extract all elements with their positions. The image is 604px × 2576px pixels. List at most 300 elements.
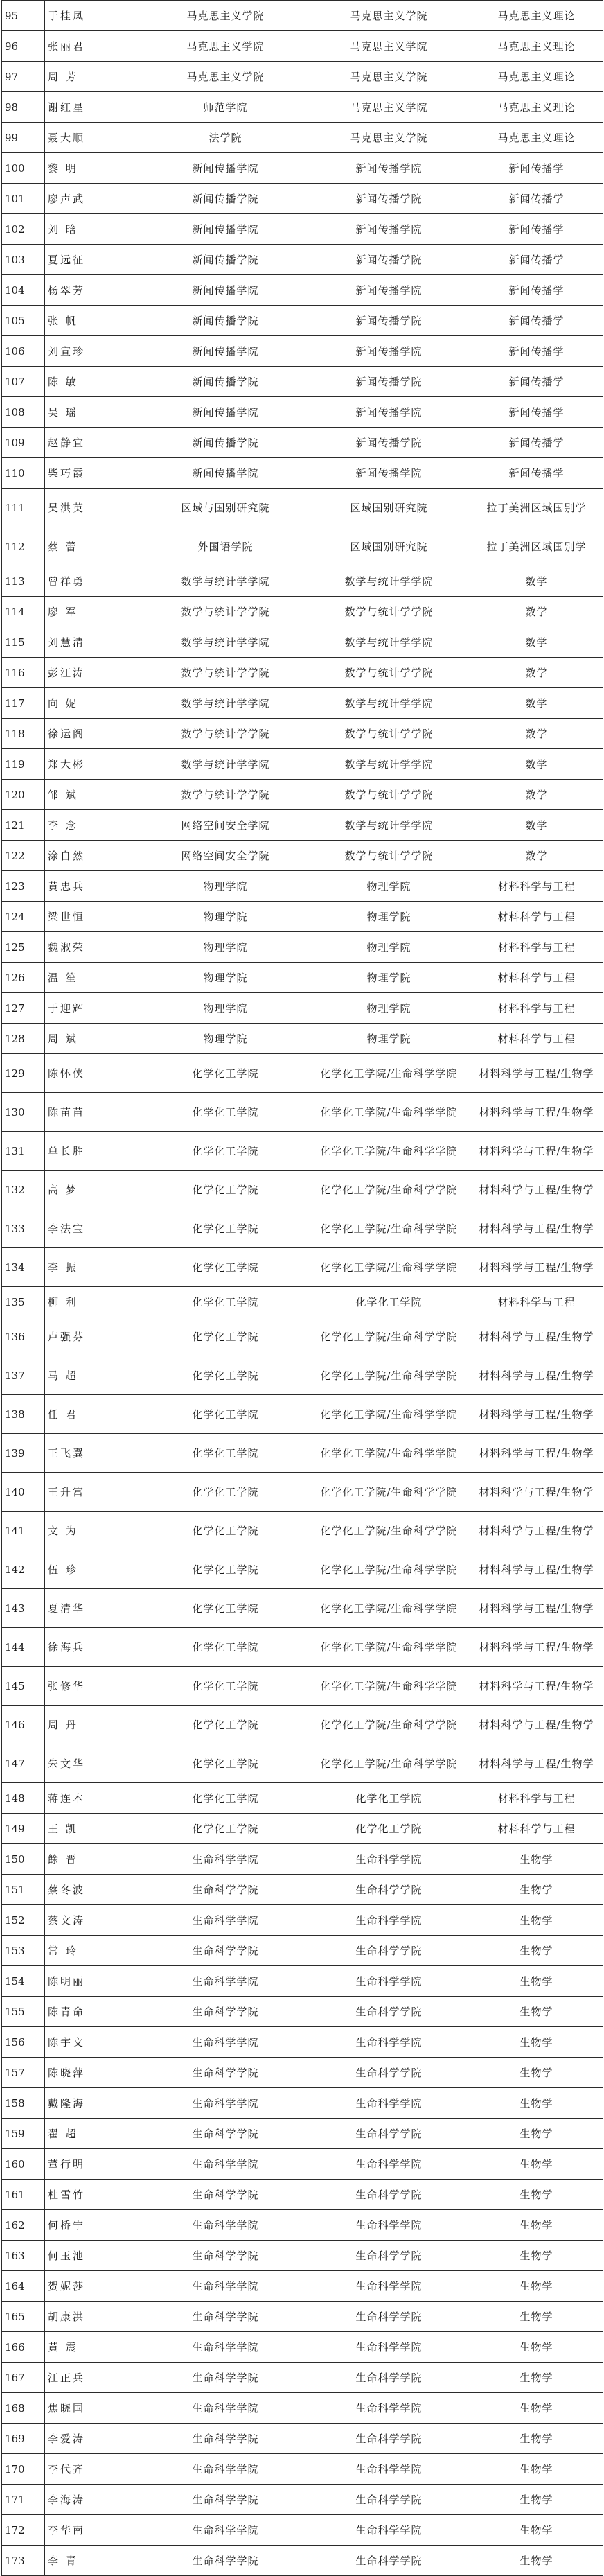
person-name: 伍 珍: [45, 1550, 143, 1589]
person-name: 陈宇文: [45, 2027, 143, 2058]
discipline: 生物学: [470, 1844, 603, 1875]
row-number: 156: [2, 2027, 45, 2058]
row-number: 119: [2, 749, 45, 780]
discipline: 材料科学与工程/生物学: [470, 1628, 603, 1667]
row-number: 153: [2, 1936, 45, 1966]
person-name: 夏清华: [45, 1589, 143, 1628]
person-name: 柳 利: [45, 1287, 143, 1317]
home-unit: 生命科学学院: [143, 2271, 308, 2302]
table-row: [2, 2332, 603, 2363]
row-number: 138: [2, 1395, 45, 1434]
table-row: [2, 1132, 603, 1171]
discipline: 生物学: [470, 1905, 603, 1936]
home-unit: 化学化工学院: [143, 1628, 308, 1667]
table-row: [2, 1171, 603, 1209]
home-unit: 生命科学学院: [143, 2088, 308, 2119]
home-unit: 网络空间安全学院: [143, 810, 308, 841]
table-row: [2, 1966, 603, 1997]
discipline: 材料科学与工程: [470, 932, 603, 963]
department: 生命科学学院: [308, 2210, 470, 2241]
discipline: 数学: [470, 597, 603, 627]
home-unit: 生命科学学院: [143, 1905, 308, 1936]
row-number: 100: [2, 153, 45, 184]
home-unit: 化学化工学院: [143, 1132, 308, 1171]
discipline: 马克思主义理论: [470, 31, 603, 62]
row-number: 169: [2, 2424, 45, 2454]
row-number: 98: [2, 92, 45, 123]
person-name: 梁世恒: [45, 902, 143, 932]
row-number: 111: [2, 489, 45, 527]
row-number: 141: [2, 1512, 45, 1550]
table-row: [2, 566, 603, 597]
person-name: 杜雪竹: [45, 2180, 143, 2210]
row-number: 143: [2, 1589, 45, 1628]
home-unit: 新闻传播学院: [143, 306, 308, 336]
table-row: [2, 597, 603, 627]
roster-body: [2, 1, 603, 2576]
person-name: 张丽君: [45, 31, 143, 62]
home-unit: 化学化工学院: [143, 1054, 308, 1093]
home-unit: 生命科学学院: [143, 2149, 308, 2180]
department: 化学化工学院/生命科学学院: [308, 1093, 470, 1132]
home-unit: 数学与统计学学院: [143, 780, 308, 810]
discipline: 材料科学与工程/生物学: [470, 1171, 603, 1209]
table-row: [2, 658, 603, 688]
discipline: 新闻传播学: [470, 428, 603, 458]
department: 化学化工学院/生命科学学院: [308, 1395, 470, 1434]
person-name: 陈苗苗: [45, 1093, 143, 1132]
person-name: 黎 明: [45, 153, 143, 184]
person-name: 温 笙: [45, 963, 143, 993]
row-number: 115: [2, 627, 45, 658]
table-row: [2, 306, 603, 336]
department: 化学化工学院/生命科学学院: [308, 1589, 470, 1628]
discipline: 生物学: [470, 1875, 603, 1905]
row-number: 102: [2, 214, 45, 245]
table-row: [2, 2210, 603, 2241]
department: 化学化工学院/生命科学学院: [308, 1473, 470, 1512]
home-unit: 生命科学学院: [143, 2332, 308, 2363]
table-row: [2, 123, 603, 153]
person-name: 吴洪英: [45, 489, 143, 527]
person-name: 聂大顺: [45, 123, 143, 153]
row-number: 137: [2, 1356, 45, 1395]
person-name: 廖声武: [45, 184, 143, 214]
home-unit: 生命科学学院: [143, 1936, 308, 1966]
home-unit: 化学化工学院: [143, 1356, 308, 1395]
discipline: 生物学: [470, 2210, 603, 2241]
row-number: 145: [2, 1667, 45, 1706]
table-row: [2, 275, 603, 306]
person-name: 周 斌: [45, 1024, 143, 1054]
table-row: [2, 2180, 603, 2210]
home-unit: 新闻传播学院: [143, 428, 308, 458]
table-row: [2, 1209, 603, 1248]
discipline: 生物学: [470, 2393, 603, 2424]
department: 化学化工学院/生命科学学院: [308, 1434, 470, 1473]
person-name: 高 梦: [45, 1171, 143, 1209]
home-unit: 化学化工学院: [143, 1093, 308, 1132]
discipline: 生物学: [470, 2027, 603, 2058]
person-name: 蔡 蕾: [45, 527, 143, 566]
person-name: 焦晓国: [45, 2393, 143, 2424]
person-name: 胡康洪: [45, 2302, 143, 2332]
row-number: 142: [2, 1550, 45, 1589]
department: 物理学院: [308, 871, 470, 902]
table-row: [2, 1317, 603, 1356]
row-number: 148: [2, 1783, 45, 1814]
home-unit: 生命科学学院: [143, 1844, 308, 1875]
person-name: 文 为: [45, 1512, 143, 1550]
person-name: 王飞翼: [45, 1434, 143, 1473]
home-unit: 化学化工学院: [143, 1287, 308, 1317]
home-unit: 数学与统计学学院: [143, 597, 308, 627]
row-number: 155: [2, 1997, 45, 2027]
table-row: [2, 841, 603, 871]
department: 马克思主义学院: [308, 123, 470, 153]
row-number: 154: [2, 1966, 45, 1997]
table-row: [2, 2515, 603, 2546]
department: 数学与统计学学院: [308, 719, 470, 749]
person-name: 向 妮: [45, 688, 143, 719]
department: 生命科学学院: [308, 2332, 470, 2363]
row-number: 121: [2, 810, 45, 841]
table-row: [2, 62, 603, 92]
table-row: [2, 627, 603, 658]
table-row: [2, 1589, 603, 1628]
table-row: [2, 688, 603, 719]
department: 马克思主义学院: [308, 31, 470, 62]
home-unit: 化学化工学院: [143, 1814, 308, 1844]
person-name: 董行明: [45, 2149, 143, 2180]
table-row: [2, 1936, 603, 1966]
discipline: 生物学: [470, 2149, 603, 2180]
table-row: [2, 2546, 603, 2576]
department: 数学与统计学学院: [308, 749, 470, 780]
table-row: [2, 1434, 603, 1473]
discipline: 材料科学与工程/生物学: [470, 1744, 603, 1783]
row-number: 127: [2, 993, 45, 1024]
discipline: 生物学: [470, 2546, 603, 2576]
row-number: 131: [2, 1132, 45, 1171]
department: 化学化工学院/生命科学学院: [308, 1209, 470, 1248]
person-name: 李 念: [45, 810, 143, 841]
department: 生命科学学院: [308, 2119, 470, 2149]
department: 化学化工学院/生命科学学院: [308, 1550, 470, 1589]
discipline: 新闻传播学: [470, 306, 603, 336]
department: 化学化工学院/生命科学学院: [308, 1356, 470, 1395]
row-number: 167: [2, 2363, 45, 2393]
table-row: [2, 367, 603, 397]
table-row: [2, 2058, 603, 2088]
department: 生命科学学院: [308, 1997, 470, 2027]
home-unit: 新闻传播学院: [143, 397, 308, 428]
person-name: 刘宣珍: [45, 336, 143, 367]
department: 数学与统计学学院: [308, 566, 470, 597]
table-row: [2, 2241, 603, 2271]
table-row: [2, 2485, 603, 2515]
table-row: [2, 31, 603, 62]
home-unit: 生命科学学院: [143, 2180, 308, 2210]
row-number: 157: [2, 2058, 45, 2088]
person-name: 何桥宁: [45, 2210, 143, 2241]
table-row: [2, 993, 603, 1024]
home-unit: 法学院: [143, 123, 308, 153]
department: 新闻传播学院: [308, 214, 470, 245]
home-unit: 化学化工学院: [143, 1783, 308, 1814]
home-unit: 新闻传播学院: [143, 458, 308, 489]
table-row: [2, 810, 603, 841]
department: 生命科学学院: [308, 2149, 470, 2180]
home-unit: 化学化工学院: [143, 1667, 308, 1706]
table-row: [2, 1395, 603, 1434]
discipline: 材料科学与工程/生物学: [470, 1706, 603, 1744]
table-row: [2, 2454, 603, 2485]
home-unit: 马克思主义学院: [143, 1, 308, 31]
person-name: 朱文华: [45, 1744, 143, 1783]
person-name: 徐运阁: [45, 719, 143, 749]
department: 新闻传播学院: [308, 336, 470, 367]
person-name: 卢强芬: [45, 1317, 143, 1356]
department: 马克思主义学院: [308, 92, 470, 123]
row-number: 128: [2, 1024, 45, 1054]
person-name: 蒋连本: [45, 1783, 143, 1814]
home-unit: 化学化工学院: [143, 1550, 308, 1589]
person-name: 餘 晋: [45, 1844, 143, 1875]
table-row: [2, 2149, 603, 2180]
department: 生命科学学院: [308, 2424, 470, 2454]
home-unit: 生命科学学院: [143, 2393, 308, 2424]
department: 区域国别研究院: [308, 527, 470, 566]
row-number: 117: [2, 688, 45, 719]
discipline: 材料科学与工程/生物学: [470, 1317, 603, 1356]
home-unit: 马克思主义学院: [143, 62, 308, 92]
home-unit: 新闻传播学院: [143, 214, 308, 245]
department: 化学化工学院/生命科学学院: [308, 1054, 470, 1093]
department: 数学与统计学学院: [308, 597, 470, 627]
home-unit: 数学与统计学学院: [143, 688, 308, 719]
table-row: [2, 1093, 603, 1132]
discipline: 马克思主义理论: [470, 123, 603, 153]
person-name: 蔡文涛: [45, 1905, 143, 1936]
home-unit: 生命科学学院: [143, 2454, 308, 2485]
row-number: 152: [2, 1905, 45, 1936]
discipline: 新闻传播学: [470, 458, 603, 489]
department: 生命科学学院: [308, 1844, 470, 1875]
department: 新闻传播学院: [308, 306, 470, 336]
discipline: 材料科学与工程: [470, 1814, 603, 1844]
home-unit: 物理学院: [143, 871, 308, 902]
row-number: 149: [2, 1814, 45, 1844]
row-number: 173: [2, 2546, 45, 2576]
home-unit: 化学化工学院: [143, 1512, 308, 1550]
discipline: 生物学: [470, 2485, 603, 2515]
row-number: 109: [2, 428, 45, 458]
roster-table: [1, 0, 603, 2576]
table-row: [2, 1667, 603, 1706]
row-number: 151: [2, 1875, 45, 1905]
row-number: 103: [2, 245, 45, 275]
person-name: 黄忠兵: [45, 871, 143, 902]
table-row: [2, 902, 603, 932]
person-name: 刘 晗: [45, 214, 143, 245]
discipline: 新闻传播学: [470, 367, 603, 397]
table-row: [2, 245, 603, 275]
home-unit: 化学化工学院: [143, 1589, 308, 1628]
department: 数学与统计学学院: [308, 627, 470, 658]
table-row: [2, 719, 603, 749]
home-unit: 外国语学院: [143, 527, 308, 566]
table-row: [2, 2027, 603, 2058]
department: 生命科学学院: [308, 2241, 470, 2271]
home-unit: 生命科学学院: [143, 2119, 308, 2149]
table-row: [2, 1054, 603, 1093]
home-unit: 化学化工学院: [143, 1395, 308, 1434]
department: 数学与统计学学院: [308, 688, 470, 719]
table-row: [2, 2271, 603, 2302]
discipline: 生物学: [470, 2058, 603, 2088]
department: 物理学院: [308, 963, 470, 993]
discipline: 数学: [470, 719, 603, 749]
department: 化学化工学院: [308, 1814, 470, 1844]
table-row: [2, 1, 603, 31]
person-name: 常 玲: [45, 1936, 143, 1966]
department: 化学化工学院/生命科学学院: [308, 1744, 470, 1783]
home-unit: 物理学院: [143, 1024, 308, 1054]
row-number: 125: [2, 932, 45, 963]
row-number: 160: [2, 2149, 45, 2180]
person-name: 江正兵: [45, 2363, 143, 2393]
row-number: 150: [2, 1844, 45, 1875]
person-name: 李 振: [45, 1248, 143, 1287]
person-name: 戴隆海: [45, 2088, 143, 2119]
row-number: 172: [2, 2515, 45, 2546]
table-row: [2, 214, 603, 245]
discipline: 数学: [470, 749, 603, 780]
department: 化学化工学院/生命科学学院: [308, 1132, 470, 1171]
table-row: [2, 749, 603, 780]
row-number: 122: [2, 841, 45, 871]
department: 马克思主义学院: [308, 1, 470, 31]
table-row: [2, 1814, 603, 1844]
table-row: [2, 1473, 603, 1512]
discipline: 数学: [470, 566, 603, 597]
row-number: 132: [2, 1171, 45, 1209]
home-unit: 生命科学学院: [143, 2485, 308, 2515]
home-unit: 化学化工学院: [143, 1744, 308, 1783]
department: 生命科学学院: [308, 2454, 470, 2485]
row-number: 147: [2, 1744, 45, 1783]
row-number: 112: [2, 527, 45, 566]
person-name: 单长胜: [45, 1132, 143, 1171]
row-number: 114: [2, 597, 45, 627]
discipline: 材料科学与工程/生物学: [470, 1209, 603, 1248]
row-number: 135: [2, 1287, 45, 1317]
department: 生命科学学院: [308, 1966, 470, 1997]
person-name: 廖 军: [45, 597, 143, 627]
home-unit: 化学化工学院: [143, 1434, 308, 1473]
home-unit: 数学与统计学学院: [143, 719, 308, 749]
discipline: 新闻传播学: [470, 153, 603, 184]
department: 生命科学学院: [308, 2271, 470, 2302]
department: 数学与统计学学院: [308, 780, 470, 810]
department: 新闻传播学院: [308, 245, 470, 275]
discipline: 数学: [470, 841, 603, 871]
person-name: 王 凯: [45, 1814, 143, 1844]
table-row: [2, 1905, 603, 1936]
home-unit: 新闻传播学院: [143, 153, 308, 184]
table-row: [2, 1287, 603, 1317]
table-row: [2, 184, 603, 214]
row-number: 126: [2, 963, 45, 993]
home-unit: 区域与国别研究院: [143, 489, 308, 527]
department: 新闻传播学院: [308, 184, 470, 214]
person-name: 陈怀侠: [45, 1054, 143, 1093]
row-number: 110: [2, 458, 45, 489]
home-unit: 网络空间安全学院: [143, 841, 308, 871]
person-name: 夏远征: [45, 245, 143, 275]
table-row: [2, 871, 603, 902]
home-unit: 生命科学学院: [143, 2241, 308, 2271]
department: 物理学院: [308, 932, 470, 963]
home-unit: 化学化工学院: [143, 1473, 308, 1512]
table-row: [2, 1356, 603, 1395]
discipline: 新闻传播学: [470, 275, 603, 306]
department: 化学化工学院: [308, 1287, 470, 1317]
person-name: 黄 震: [45, 2332, 143, 2363]
discipline: 材料科学与工程: [470, 871, 603, 902]
table-row: [2, 92, 603, 123]
discipline: 马克思主义理论: [470, 1, 603, 31]
row-number: 163: [2, 2241, 45, 2271]
department: 生命科学学院: [308, 2515, 470, 2546]
table-row: [2, 2393, 603, 2424]
row-number: 96: [2, 31, 45, 62]
home-unit: 数学与统计学学院: [143, 627, 308, 658]
table-row: [2, 2363, 603, 2393]
person-name: 于迎辉: [45, 993, 143, 1024]
row-number: 133: [2, 1209, 45, 1248]
table-row: [2, 1783, 603, 1814]
discipline: 材料科学与工程: [470, 963, 603, 993]
discipline: 拉丁美洲区域国别学: [470, 527, 603, 566]
discipline: 生物学: [470, 2424, 603, 2454]
table-row: [2, 1024, 603, 1054]
row-number: 129: [2, 1054, 45, 1093]
row-number: 158: [2, 2088, 45, 2119]
row-number: 118: [2, 719, 45, 749]
home-unit: 化学化工学院: [143, 1171, 308, 1209]
person-name: 陈晓萍: [45, 2058, 143, 2088]
person-name: 谢红星: [45, 92, 143, 123]
table-row: [2, 2302, 603, 2332]
row-number: 108: [2, 397, 45, 428]
department: 数学与统计学学院: [308, 841, 470, 871]
department: 化学化工学院/生命科学学院: [308, 1317, 470, 1356]
discipline: 数学: [470, 780, 603, 810]
discipline: 生物学: [470, 1966, 603, 1997]
department: 新闻传播学院: [308, 367, 470, 397]
discipline: 材料科学与工程/生物学: [470, 1054, 603, 1093]
person-name: 于桂凤: [45, 1, 143, 31]
table-row: [2, 1844, 603, 1875]
person-name: 陈明丽: [45, 1966, 143, 1997]
row-number: 170: [2, 2454, 45, 2485]
department: 生命科学学院: [308, 1875, 470, 1905]
table-row: [2, 153, 603, 184]
home-unit: 生命科学学院: [143, 1875, 308, 1905]
discipline: 材料科学与工程/生物学: [470, 1473, 603, 1512]
